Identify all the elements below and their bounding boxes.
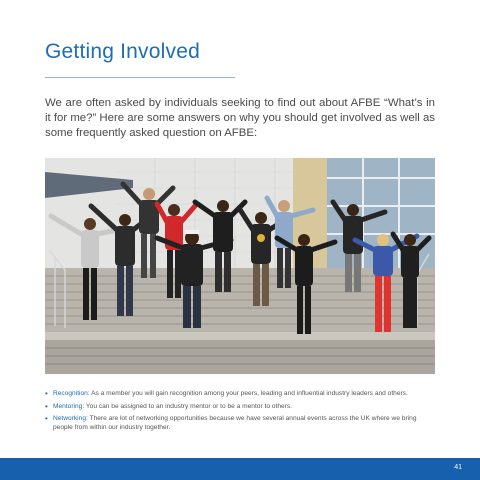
bullet-text: There are lot of networking opportunities because we have several annual events across the UK where we bring people from within our industry together. [53, 415, 417, 431]
title-divider [45, 77, 235, 78]
bullet-dot-icon: • [45, 414, 48, 424]
bullet-term: Mentoring: [53, 402, 85, 410]
intro-paragraph: We are often asked by individuals seeking to find out about AFBE “What’s in it for me?” Here are some answers on why you should get involved as well as some frequently asked question on AFBE: [45, 97, 435, 139]
group-photo-illustration [45, 158, 435, 374]
footer-band [0, 458, 480, 480]
list-item [45, 390, 437, 399]
list-item [45, 403, 437, 412]
page-title: Getting Involved [45, 40, 200, 63]
bullet-text: As a member you will gain recognition among your peers, leading and influential industry leaders and others. [89, 390, 408, 397]
list-item [45, 415, 437, 432]
group-photo [45, 158, 435, 374]
bullet-term: Recognition: [53, 390, 90, 397]
benefits-list [45, 390, 437, 436]
bullet-text: You can be assigned to an industry mentor or to be a mentor to others. [84, 402, 292, 410]
bullet-dot-icon: • [45, 389, 48, 398]
page-number: 41 [454, 464, 462, 471]
bullet-term: Networking: [53, 415, 88, 423]
bullet-dot-icon: • [45, 401, 48, 411]
